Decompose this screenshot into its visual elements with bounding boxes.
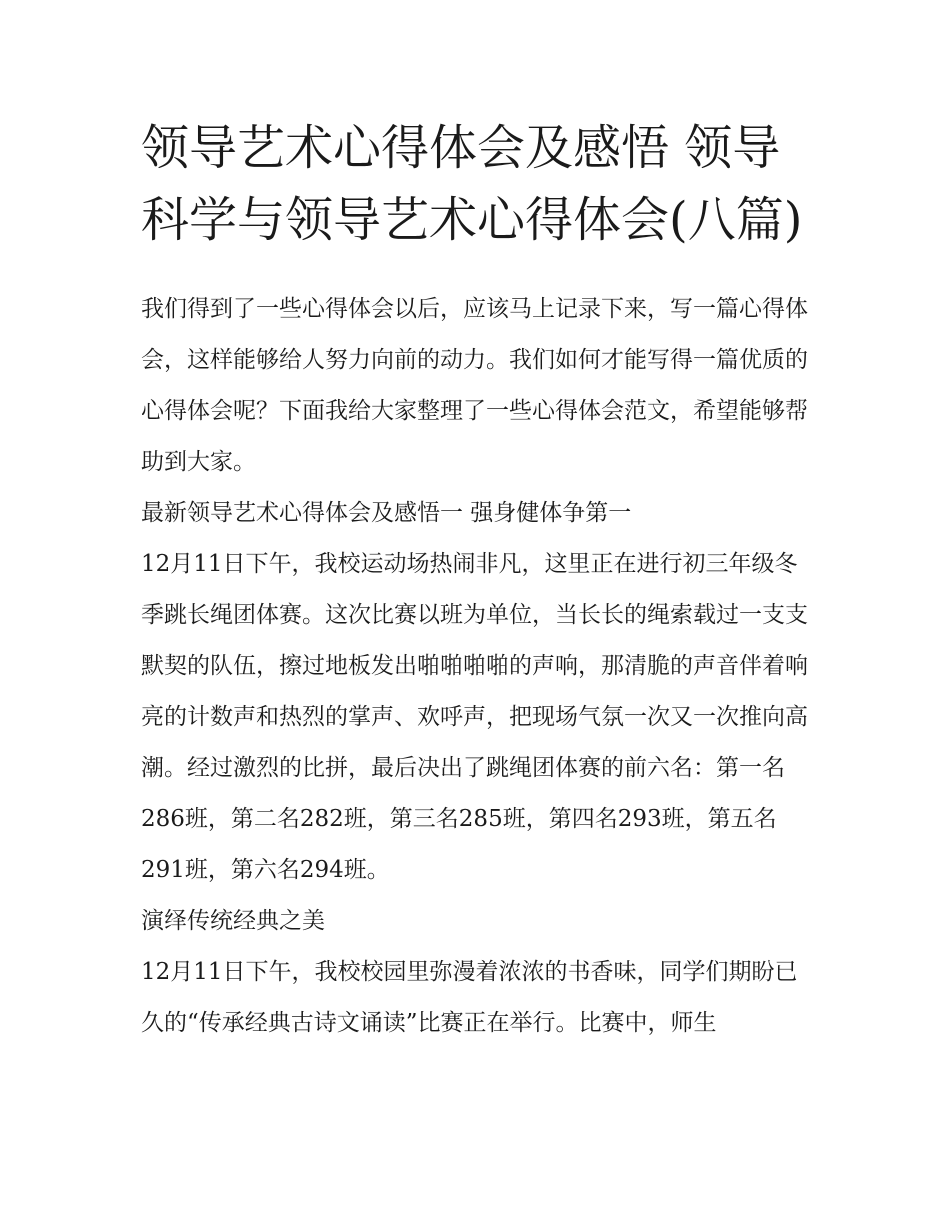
paragraph-rope-contest: 12月11日下午，我校运动场热闹非凡，这里正在进行初三年级冬季跳长绳团体赛。这次比赛以班为单位，当长长的绳索载过一支支默契的队伍，擦过地板发出啪啪啪啪的声响，那清脆的声音伴着响亮的计数声和热烈的掌声、欢呼声，把现场气氛一次又一次推向高潮。经过激烈的比拼，最后决出了跳绳团体赛的前六名：第一名286班，第二名282班，第三名285班，第四名293班，第五名291班，第六名294班。 [141,551,808,883]
section-heading-1: 最新领导艺术心得体会及感悟一 强身健体争第一 [141,500,632,526]
document-title: 领导艺术心得体会及感悟 领导科学与领导艺术心得体会(八篇) [141,120,803,248]
section-heading-2: 演绎传统经典之美 [141,908,325,934]
document-body [141,284,816,1049]
paragraph-poetry-contest: 12月11日下午，我校校园里弥漫着浓浓的书香味，同学们期盼已久的“传承经典古诗文诵读”比赛正在举行。比赛中，师生 [141,959,798,1036]
intro-paragraph: 我们得到了一些心得体会以后，应该马上记录下来，写一篇心得体会，这样能够给人努力向前的动力。我们如何才能写得一篇优质的心得体会呢？下面我给大家整理了一些心得体会范文，希望能够帮助到大家。 [141,296,808,475]
document-page [141,112,816,1049]
